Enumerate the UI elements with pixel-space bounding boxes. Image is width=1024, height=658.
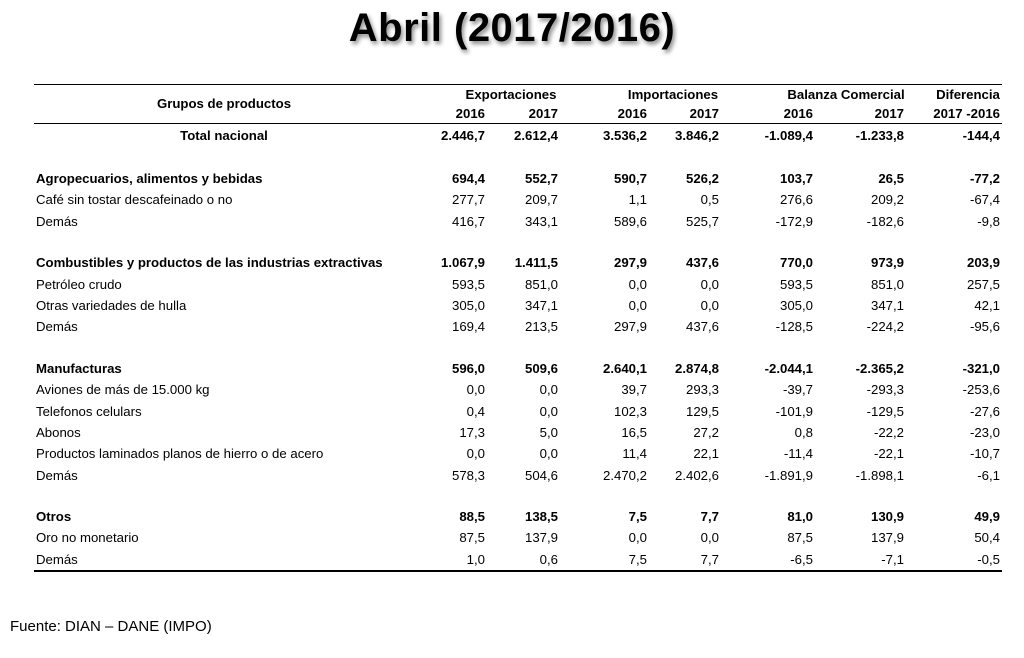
table-cell: 42,1: [974, 297, 1000, 313]
year-header: 2016: [617, 106, 647, 121]
year-header: 2017 -2016: [933, 106, 1000, 121]
table-cell: 0,0: [628, 297, 647, 313]
page-title: Abril (2017/2016): [348, 6, 676, 50]
table-cell: -128,5: [775, 319, 813, 335]
table-cell: 297,9: [613, 319, 647, 335]
table-cell: 416,7: [451, 213, 485, 229]
table-cell: -172,9: [775, 213, 813, 229]
table-cell: 103,7: [779, 171, 813, 186]
section-row: [34, 358, 1002, 379]
table-cell: 49,9: [974, 509, 1000, 525]
table-cell: 7,7: [700, 509, 719, 525]
row-label: Combustibles y productos de las industrias extractivas: [36, 255, 383, 271]
table-row: [34, 422, 1002, 443]
row-label: Total nacional: [180, 128, 268, 143]
table-cell: 130,9: [870, 509, 904, 525]
table-body: [34, 124, 1002, 570]
spacer-row: [34, 486, 1002, 506]
table-cell: -1.891,9: [764, 467, 813, 483]
table-row: [34, 211, 1002, 232]
row-label: Café sin tostar descafeinado o no: [36, 192, 233, 208]
table-cell: 27,2: [693, 424, 719, 440]
table-cell: -6,5: [790, 551, 813, 567]
table-cell: -10,7: [969, 446, 1000, 462]
table-cell: 3.846,2: [675, 128, 719, 143]
table-cell: -23,0: [969, 424, 1000, 440]
row-label: Oro no monetario: [36, 530, 139, 546]
table-cell: 209,2: [870, 192, 904, 208]
table-cell: 0,0: [628, 276, 647, 292]
trade-table: [34, 84, 1002, 572]
table-cell: -321,0: [962, 360, 1000, 376]
row-label: Demás: [36, 467, 78, 483]
table-cell: 694,4: [451, 171, 485, 186]
table-cell: 16,5: [621, 424, 647, 440]
table-cell: 343,1: [524, 213, 558, 229]
table-cell: 17,3: [459, 424, 485, 440]
row-label: Otras variedades de hulla: [36, 297, 187, 313]
group-diferencia: Diferencia: [936, 87, 1000, 102]
table-row: [34, 443, 1002, 464]
row-label: Otros: [36, 509, 72, 525]
table-cell: -11,4: [783, 446, 813, 462]
table-cell: 2.640,1: [603, 360, 647, 376]
table-cell: 26,5: [878, 171, 904, 186]
table-cell: 552,7: [524, 171, 558, 186]
table-cell: 0,0: [700, 530, 719, 546]
section-row: [34, 168, 1002, 189]
table-cell: 213,5: [524, 319, 558, 335]
table-cell: 0,0: [539, 403, 558, 419]
table-cell: -1.898,1: [855, 467, 904, 483]
table-cell: 590,7: [613, 171, 647, 186]
group-importaciones: Importaciones: [627, 87, 719, 102]
table-row: [34, 465, 1002, 486]
row-label: Agropecuarios, alimentos y bebidas: [36, 171, 263, 186]
table-cell: 5,0: [539, 424, 558, 440]
table-cell: 88,5: [459, 509, 485, 525]
table-cell: 0,0: [700, 276, 719, 292]
row-label: Demás: [36, 319, 78, 335]
section-row: [34, 506, 1002, 527]
table-cell: 504,6: [524, 467, 558, 483]
table-cell: 257,5: [966, 276, 1000, 292]
table-cell: 305,0: [451, 297, 485, 313]
total-row: [34, 124, 1002, 148]
section-row: [34, 252, 1002, 273]
table-cell: 851,0: [870, 276, 904, 292]
year-header: 2017: [528, 106, 558, 121]
table-cell: 293,3: [685, 382, 719, 398]
table-cell: -101,9: [775, 403, 813, 419]
table-cell: -39,7: [782, 382, 813, 398]
table-cell: 593,5: [779, 276, 813, 292]
table-cell: 22,1: [693, 446, 719, 462]
table-row: [34, 274, 1002, 295]
table-cell: -144,4: [962, 128, 1000, 143]
table-row: [34, 189, 1002, 210]
table-cell: 3.536,2: [603, 128, 647, 143]
table-cell: 87,5: [787, 530, 813, 546]
year-header: 2017: [689, 106, 719, 121]
row-label: Abonos: [36, 424, 81, 440]
table-cell: 129,5: [685, 403, 719, 419]
spacer-row: [34, 338, 1002, 358]
table-cell: -182,6: [866, 213, 904, 229]
table-cell: 347,1: [524, 297, 558, 313]
table-cell: 0,4: [466, 403, 485, 419]
table-cell: -0,5: [977, 551, 1000, 567]
table-row: [34, 316, 1002, 337]
source-note: Fuente: DIAN – DANE (IMPO): [10, 618, 212, 635]
row-label: Telefonos celulars: [36, 403, 142, 419]
row-label: Manufacturas: [36, 360, 122, 376]
table-cell: 7,7: [700, 551, 719, 567]
table-cell: 87,5: [459, 530, 485, 546]
table-cell: 437,6: [685, 319, 719, 335]
table-cell: -27,6: [969, 403, 1000, 419]
table-cell: -77,2: [969, 171, 1000, 186]
year-header: 2016: [455, 106, 485, 121]
table-row: [34, 549, 1002, 570]
table-cell: -293,3: [866, 382, 904, 398]
table-cell: 102,3: [613, 403, 647, 419]
table-cell: -253,6: [962, 382, 1000, 398]
table-cell: 276,6: [779, 192, 813, 208]
table-cell: 2.446,7: [441, 128, 485, 143]
table-cell: 526,2: [685, 171, 719, 186]
table-cell: 2.612,4: [514, 128, 558, 143]
table-cell: 851,0: [524, 276, 558, 292]
table-cell: 2.470,2: [603, 467, 647, 483]
row-header-label: Grupos de productos: [156, 96, 292, 111]
table-cell: -22,2: [873, 424, 904, 440]
table-cell: 7,5: [628, 509, 647, 525]
table-cell: 11,4: [622, 446, 647, 462]
table-cell: 593,5: [451, 276, 485, 292]
table-cell: 0,0: [539, 446, 558, 462]
table-cell: 39,7: [621, 382, 647, 398]
table-cell: -9,8: [977, 213, 1000, 229]
table-cell: 0,5: [700, 192, 719, 208]
table-cell: 7,5: [628, 551, 647, 567]
row-label: Aviones de más de 15.000 kg: [36, 382, 210, 398]
table-header: [34, 85, 1002, 124]
table-cell: 169,4: [451, 319, 485, 335]
table-cell: 1.411,5: [514, 255, 558, 271]
table-row: [34, 527, 1002, 548]
table-cell: -67,4: [969, 192, 1000, 208]
row-label: Demás: [36, 213, 78, 229]
table-cell: 1,0: [466, 551, 485, 567]
table-cell: 0,0: [539, 382, 558, 398]
table-cell: -224,2: [866, 319, 904, 335]
year-header: 2016: [783, 106, 813, 121]
table-cell: -95,6: [969, 319, 1000, 335]
table-cell: -7,1: [881, 551, 904, 567]
table-cell: 2.402,6: [675, 467, 719, 483]
table-cell: 770,0: [779, 255, 813, 271]
table-cell: 50,4: [974, 530, 1000, 546]
table-cell: 0,8: [794, 424, 813, 440]
table-cell: 297,9: [613, 255, 647, 271]
table-cell: 1,1: [628, 192, 647, 208]
row-label: Productos laminados planos de hierro o de acero: [36, 446, 324, 462]
table-cell: 437,6: [685, 255, 719, 271]
table-cell: 203,9: [966, 255, 1000, 271]
table-cell: 138,5: [524, 509, 558, 525]
table-cell: 973,9: [870, 255, 904, 271]
table-cell: 2.874,8: [675, 360, 719, 376]
table-row: [34, 401, 1002, 422]
table-cell: 305,0: [779, 297, 813, 313]
spacer-row: [34, 148, 1002, 168]
table-cell: 0,6: [539, 551, 558, 567]
table-cell: 0,0: [466, 446, 485, 462]
table-cell: 596,0: [451, 360, 485, 376]
table-cell: 589,6: [613, 213, 647, 229]
group-exportaciones: Exportaciones: [465, 87, 557, 102]
group-balanza: Balanza Comercial: [787, 87, 905, 102]
year-header: 2017: [874, 106, 904, 121]
table-cell: -2.365,2: [855, 360, 904, 376]
table-cell: 509,6: [524, 360, 558, 376]
spacer-row: [34, 232, 1002, 252]
header-years-row: [34, 105, 1002, 124]
table-cell: 578,3: [451, 467, 485, 483]
table-row: [34, 295, 1002, 316]
table-cell: 81,0: [787, 509, 813, 525]
table-cell: 137,9: [524, 530, 558, 546]
table-cell: -1.233,8: [855, 128, 904, 143]
table-cell: -129,5: [866, 403, 904, 419]
table-cell: -6,1: [977, 467, 1000, 483]
table-cell: 347,1: [870, 297, 904, 313]
table-row: [34, 379, 1002, 400]
row-label: Demás: [36, 551, 78, 567]
table-cell: 525,7: [685, 213, 719, 229]
table-cell: 209,7: [524, 192, 558, 208]
table-cell: 0,0: [628, 530, 647, 546]
table-cell: 0,0: [700, 297, 719, 313]
table-cell: -22,1: [873, 446, 904, 462]
table-cell: 277,7: [451, 192, 485, 208]
table-cell: 1.067,9: [441, 255, 485, 271]
header-groups-row: [34, 85, 1002, 105]
table-cell: -1.089,4: [764, 128, 813, 143]
table-cell: 0,0: [466, 382, 485, 398]
row-label: Petróleo crudo: [36, 276, 122, 292]
table-cell: 137,9: [870, 530, 904, 546]
table-cell: -2.044,1: [764, 360, 813, 376]
